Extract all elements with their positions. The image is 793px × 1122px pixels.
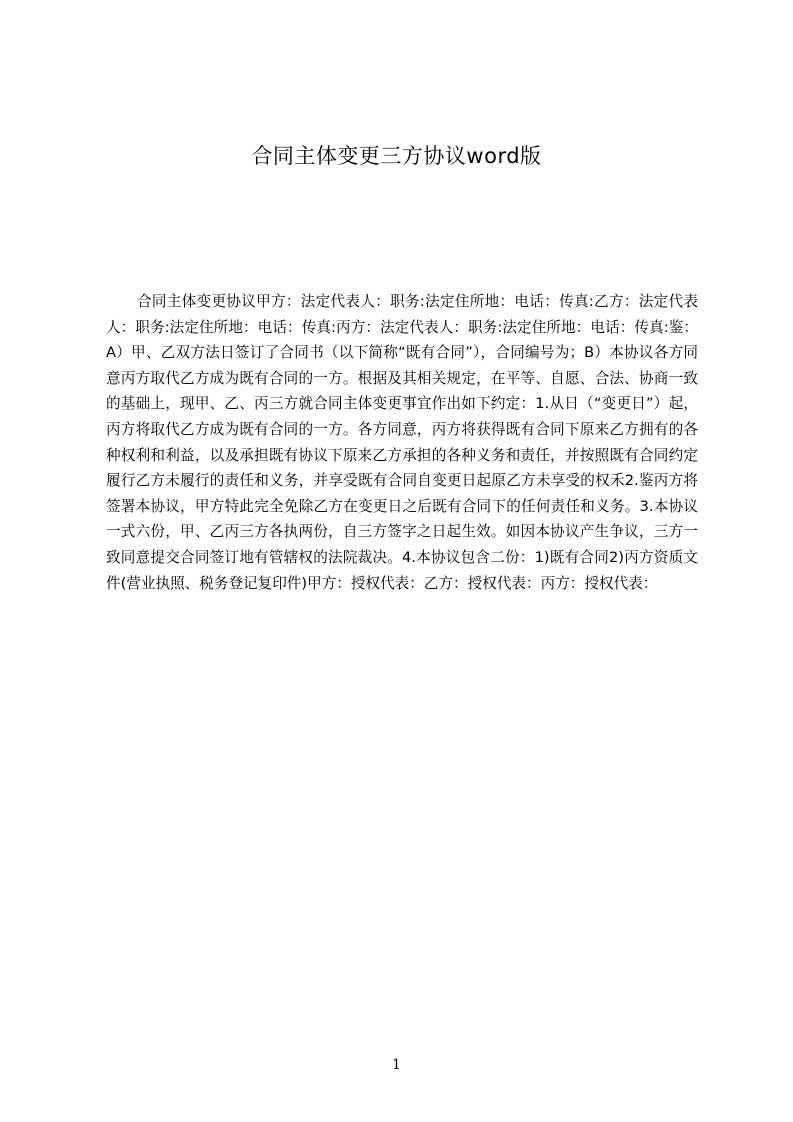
document-title: 合同主体变更三方协议word版 — [251, 144, 542, 168]
page-number: 1 — [392, 1057, 401, 1073]
document-body-paragraph: 合同主体变更协议甲方：法定代表人：职务:法定住所地：电话：传真:乙方：法定代表人：职务:法定住所地：电话：传真:丙方：法定代表人：职务:法定住所地：电话：传真:鉴：A）甲、乙双方法日签订了合同书（以下简称“既有合同”），合同编号为；B）本协议各方同意丙方取代乙方成为既有合同的一方。根据及其相关规定，在平等、自愿、合法、协商一致的基础上，现甲、乙、丙三方就合同主体变更事宜作出如下约定：1.从日（“变更日”）起，丙方将取代乙方成为既有合同的一方。各方同意，丙方将获得既有合同下原来乙方拥有的各种权利和利益，以及承担既有协议下原来乙方承担的各种义务和责任，并按照既有合同约定履行乙方未履行的责任和义务，并享受既有合同自变更日起原乙方未享受的权禾2.鉴丙方将签署本协议，甲方特此完全免除乙方在变更日之后既有合同下的任何责任和义务。3.本协议一式六份，甲、乙丙三方各执两份，自三方签字之日起生效。如因本协议产生争议，三方一致同意提交合同签订地有管辖权的法院裁决。4.本协议包含二份：1)既有合同2)丙方资质文件(营业执照、税务登记复印件)甲方：授权代表：乙方：授权代表：丙方：授权代表： — [106, 293, 698, 592]
